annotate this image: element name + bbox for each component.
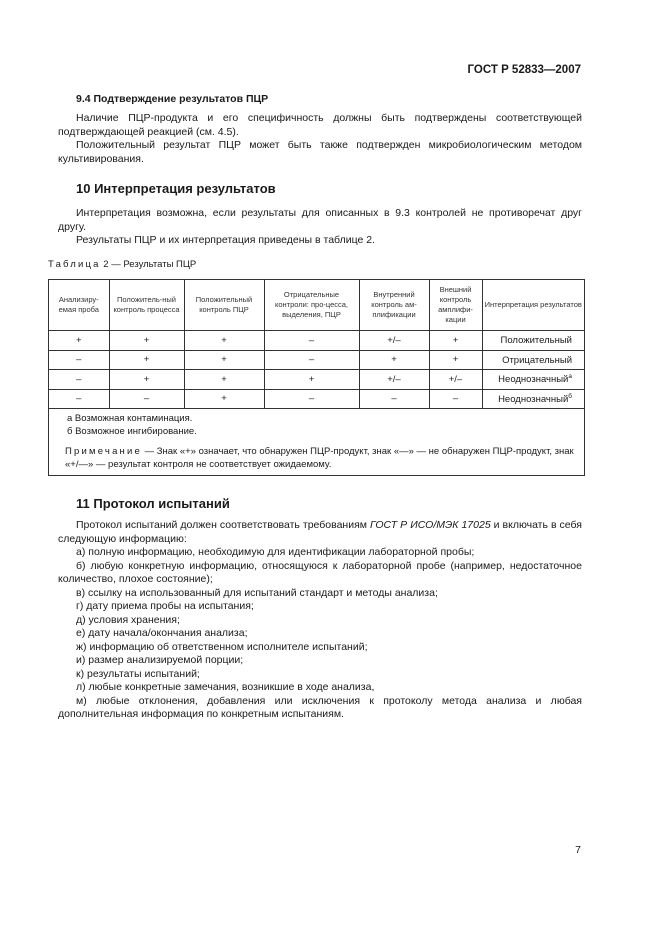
table-cell: +: [109, 370, 184, 390]
column-header: Внутренний контроль ам-плификации: [359, 280, 429, 331]
list-item: л) любые конкретные замечания, возникшие в ходе анализа,: [76, 681, 375, 693]
table-cell: +/–: [359, 370, 429, 390]
list-item: в) ссылку на использованный для испытаний стандарт и методы анализа;: [76, 586, 438, 599]
footnote-b: б Возможное ингибирование.: [67, 425, 197, 437]
footnote-mark: а: [568, 373, 572, 381]
table-header-row: [49, 280, 584, 331]
table-cell: –: [49, 350, 109, 370]
table-cell: –: [429, 389, 482, 408]
table-row: [49, 331, 584, 351]
column-header: Внешний контроль амплифи-кации: [429, 280, 482, 331]
table-cell: +: [429, 350, 482, 370]
page-number: 7: [575, 844, 581, 856]
interpretation-cell: [482, 331, 584, 351]
footnote-a: а Возможная контаминация.: [67, 413, 193, 424]
table-cell: –: [264, 350, 359, 370]
interpretation-text: Отрицательный: [502, 354, 572, 366]
table-cell: +: [184, 350, 264, 370]
section-10-paragraph-1: Интерпретация возможна, если результаты для описанных в 9.3 контролей не противоречат друг другу.: [58, 207, 582, 233]
table-cell: +: [429, 331, 482, 351]
section-10-title: 10 Интерпретация результатов: [76, 181, 276, 196]
section-9-4-paragraph-1: Наличие ПЦР-продукта и его специфичность должны быть подтверждены соответствующей подтверждающей реакцией (см. 4.5).: [58, 112, 582, 138]
standard-number: ГОСТ Р 52833—2007: [467, 64, 581, 76]
table-cell: –: [359, 389, 429, 408]
table-caption: [48, 259, 196, 270]
results-table: [48, 279, 585, 476]
table-cell: –: [264, 389, 359, 408]
column-header: Анализиру-емая проба: [49, 280, 109, 331]
list-item: м) любые отклонения, добавления или исключения к протоколу метода анализа и любая дополнительная информация по конкретным испытаниям.: [58, 694, 582, 720]
table-cell: +: [49, 331, 109, 351]
list-item: а) полную информацию, необходимую для идентификации лабораторной пробы;: [76, 546, 475, 558]
intro-text-start: Протокол испытаний должен соответствовать требованиям: [76, 519, 370, 531]
list-item: е) дату начала/окончания анализа;: [76, 627, 248, 639]
table-cell: +: [359, 350, 429, 370]
column-header: Отрицательные контроли: про-цесса, выделения, ПЦР: [264, 280, 359, 331]
interpretation-text: Неоднозначный: [498, 374, 569, 386]
column-header: Положитель-ный контроль процесса: [109, 280, 184, 331]
table-cell: +/–: [359, 331, 429, 351]
table-cell: +: [184, 389, 264, 408]
interpretation-text: Положительный: [500, 335, 572, 347]
table-note: [65, 446, 584, 471]
section-10-paragraph-2: Результаты ПЦР и их интерпретация приведены в таблице 2.: [76, 234, 375, 246]
list-item: ж) информацию об ответственном исполнителе испытаний;: [76, 640, 368, 653]
table-row: [49, 389, 584, 408]
list-item: г) дату приема пробы на испытания;: [76, 600, 254, 612]
table-cell: –: [49, 370, 109, 390]
section-11-body: [58, 519, 582, 722]
section-9-4-title: 9.4 Подтверждение результатов ПЦР: [76, 93, 269, 105]
table-footnotes: [49, 408, 584, 475]
table-cell: +/–: [429, 370, 482, 390]
table-cell: +: [184, 370, 264, 390]
section-9-4-paragraph-2: Положительный результат ПЦР может быть также подтвержден микробиологическим методом культивирования.: [58, 139, 582, 165]
table-cell: +: [109, 331, 184, 351]
column-header: Интерпретация результатов: [482, 280, 584, 331]
footnote-mark: б: [568, 392, 572, 400]
table-cell: –: [264, 331, 359, 351]
table-cell: –: [109, 389, 184, 408]
interpretation-cell: [482, 350, 584, 370]
interpretation-cell: [482, 389, 584, 408]
interpretation-text: Неоднозначный: [498, 393, 569, 405]
column-header: Положительный контроль ПЦР: [184, 280, 264, 331]
section-11-title: 11 Протокол испытаний: [76, 496, 230, 511]
list-item: д) условия хранения;: [76, 613, 180, 626]
table-cell: +: [264, 370, 359, 390]
standard-reference: ГОСТ Р ИСО/МЭК 17025: [370, 519, 491, 531]
list-item: и) размер анализируемой порции;: [76, 654, 244, 666]
table-row: [49, 370, 584, 390]
section-11-intro: [58, 519, 582, 546]
table-caption-title: 2 — Результаты ПЦР: [100, 259, 197, 270]
table-cell: +: [109, 350, 184, 370]
intro-text-end: и включать в себя следующую информацию:: [58, 519, 582, 545]
table-row: [49, 350, 584, 370]
list-item: к) результаты испытаний;: [76, 667, 200, 680]
note-text: — Знак «+» означает, что обнаружен ПЦР-продукт, знак «—» — не обнаружен ПЦР-продукт, знак «+/—» — результат контроля не соответствует ожидаемому.: [65, 446, 574, 470]
table-cell: –: [49, 389, 109, 408]
interpretation-cell: [482, 370, 584, 390]
note-label: Примечание: [65, 446, 142, 457]
table-cell: +: [184, 331, 264, 351]
list-item: б) любую конкретную информацию, относящуюся к лабораторной пробе (например, недостаточное количество, плохое состояние);: [58, 559, 582, 585]
table-caption-word: Таблица: [48, 259, 101, 270]
